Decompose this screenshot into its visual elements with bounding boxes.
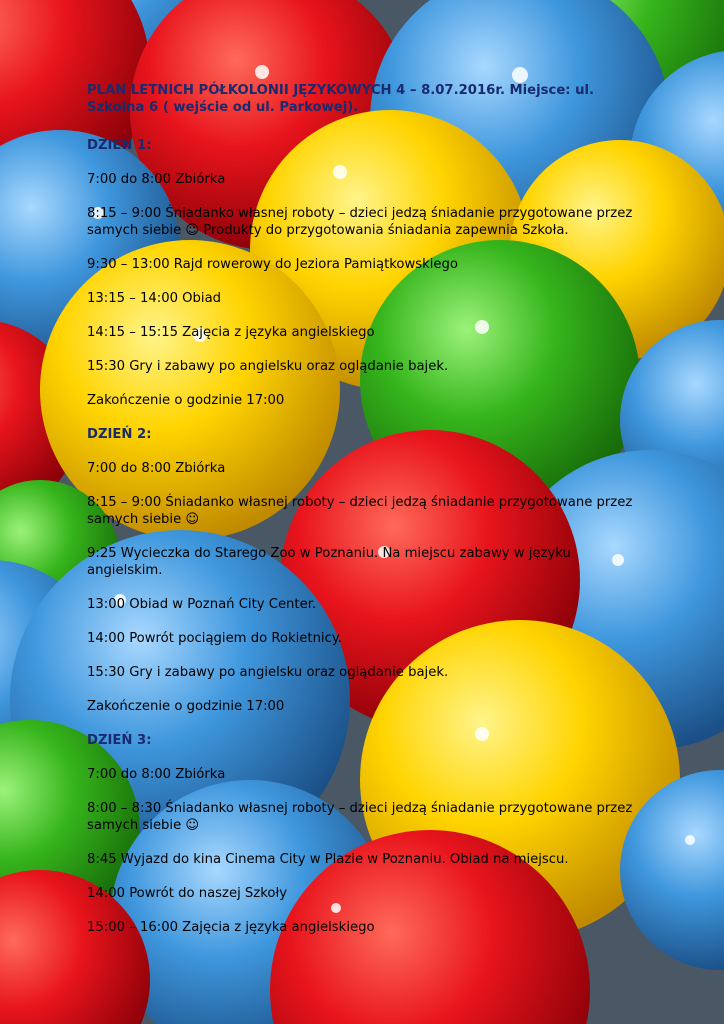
- schedule-item: 7:00 do 8:00 Zbiórka: [87, 767, 226, 782]
- day-heading: DZIEŃ 1:: [87, 138, 152, 153]
- schedule-item: 9:25 Wycieczka do Starego Zoo w Poznaniu. Na miejscu zabawy w języku angielskim.: [87, 546, 571, 578]
- day-section: [87, 137, 647, 409]
- day-section: [87, 426, 647, 715]
- day-section: [87, 732, 647, 936]
- day-heading: DZIEŃ 3:: [87, 733, 152, 748]
- schedule-item: 15:00 – 16:00 Zajęcia z języka angielskiego: [87, 920, 375, 935]
- schedule-item: 8:45 Wyjazd do kina Cinema City w Plazie w Poznaniu. Obiad na miejscu.: [87, 852, 569, 867]
- schedule-item: Zakończenie o godzinie 17:00: [87, 393, 285, 408]
- schedule-item: Zakończenie o godzinie 17:00: [87, 699, 285, 714]
- schedule-item: 14:15 – 15:15 Zajęcia z języka angielskiego: [87, 325, 375, 340]
- schedule-item: 15:30 Gry i zabawy po angielsku oraz oglądanie bajek.: [87, 359, 449, 374]
- day-heading: DZIEŃ 2:: [87, 427, 152, 442]
- schedule-item: 14:00 Powrót do naszej Szkoły: [87, 886, 288, 901]
- schedule-item: 8:15 – 9:00 Śniadanko własnej roboty – dzieci jedzą śniadanie przygotowane przez samych siebie ☺: [87, 495, 633, 527]
- schedule-item: 7:00 do 8:00 Zbiórka: [87, 172, 226, 187]
- schedule-item: 13:15 – 14:00 Obiad: [87, 291, 222, 306]
- schedule-item: 9:30 – 13:00 Rajd rowerowy do Jeziora Pamiątkowskiego: [87, 257, 458, 272]
- schedule-item: 8:00 – 8:30 Śniadanko własnej roboty – dzieci jedzą śniadanie przygotowane przez samych siebie ☺: [87, 801, 633, 833]
- schedule-item: 13:00 Obiad w Poznań City Center.: [87, 597, 317, 612]
- document-body: [87, 82, 647, 953]
- schedule-item: 15:30 Gry i zabawy po angielsku oraz oglądanie bajek.: [87, 665, 449, 680]
- schedule-item: 8:15 – 9:00 Śniadanko własnej roboty – dzieci jedzą śniadanie przygotowane przez samych siebie ☺ Produkty do przygotowania śniadania zapewnia Szkoła.: [87, 206, 633, 238]
- schedule-item: 14:00 Powrót pociągiem do Rokietnicy.: [87, 631, 342, 646]
- schedule-item: 7:00 do 8:00 Zbiórka: [87, 461, 226, 476]
- page-title: PLAN LETNICH PÓŁKOLONII JĘZYKOWYCH 4 – 8.07.2016r. Miejsce: ul. Szkolna 6 ( wejście od ul. Parkowej).: [87, 83, 595, 115]
